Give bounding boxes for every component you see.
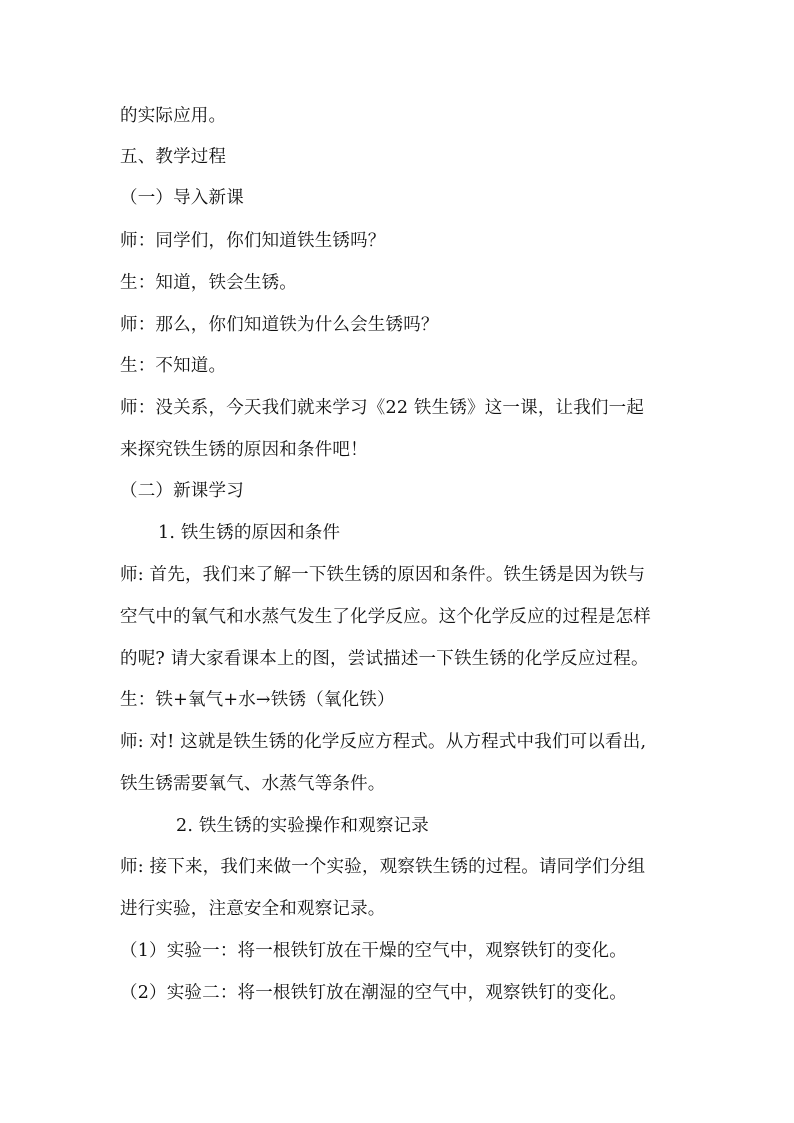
- dialogue-line-continuation: 来探究铁生锈的原因和条件吧！: [120, 440, 368, 460]
- dialogue-line: 师：同学们，你们知道铁生锈吗？: [120, 231, 386, 251]
- dialogue-line: 师：那么，你们知道铁为什么会生锈吗？: [120, 315, 439, 335]
- dialogue-line: 师: 首先，我们来了解一下铁生锈的原因和条件。铁生锈是因为铁与: [120, 565, 646, 585]
- dialogue-line: 生：不知道。: [120, 356, 227, 376]
- dialogue-line: 师：没关系，今天我们就来学习《22 铁生锈》这一课，让我们一起: [120, 398, 645, 418]
- numbered-heading-causes: 1. 铁生锈的原因和条件: [158, 523, 341, 543]
- paragraph-continuation: 的实际应用。: [120, 106, 227, 126]
- subheading-new-lesson: （二）新课学习: [120, 481, 244, 501]
- dialogue-line-continuation: 的呢? 请大家看课本上的图，尝试描述一下铁生锈的化学反应过程。: [120, 649, 649, 669]
- dialogue-line-equation: 生：铁+氧气+水→铁锈（氧化铁）: [120, 690, 395, 710]
- dialogue-line-continuation: 进行实验，注意安全和观察记录。: [120, 899, 386, 919]
- subheading-introduction: （一）导入新课: [120, 188, 244, 208]
- dialogue-line: 生：知道，铁会生锈。: [120, 273, 297, 293]
- numbered-heading-experiment: 2. 铁生锈的实验操作和观察记录: [176, 816, 429, 836]
- dialogue-line-continuation: 铁生锈需要氧气、水蒸气等条件。: [120, 774, 386, 794]
- experiment-step-2: （2）实验二：将一根铁钉放在潮湿的空气中，观察铁钉的变化。: [120, 983, 627, 1003]
- dialogue-line: 师: 接下来，我们来做一个实验，观察铁生锈的过程。请同学们分组: [120, 857, 646, 877]
- dialogue-line-continuation: 空气中的氧气和水蒸气发生了化学反应。这个化学反应的过程是怎样: [120, 607, 651, 627]
- dialogue-line: 师: 对! 这就是铁生锈的化学反应方程式。从方程式中我们可以看出,: [120, 732, 647, 752]
- section-heading-teaching-process: 五、教学过程: [120, 147, 227, 167]
- experiment-step-1: （1）实验一：将一根铁钉放在干燥的空气中，观察铁钉的变化。: [120, 941, 627, 961]
